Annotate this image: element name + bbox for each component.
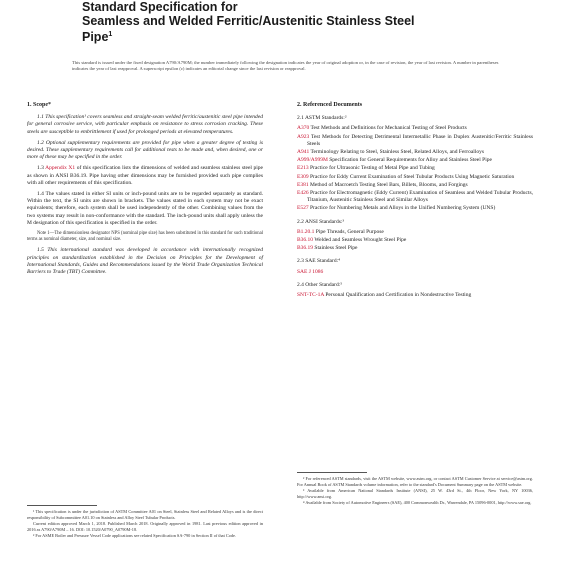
reference-code-link[interactable]: E527	[297, 205, 309, 212]
reference-title: Welded and Seamless Wrought Steel Pipe	[313, 237, 407, 244]
scope-para-1-3-num: 1.3	[37, 165, 44, 172]
scope-para-1-2: 1.2 Optional supplementary requirements are provided for pipe when a greater degree of testing is desired. These supplementary requirements call for additional tests to be made and, when desired, one or more of these may be specified in the order.	[27, 139, 263, 161]
reference-code-link[interactable]: SAE J 1086	[297, 268, 324, 275]
sae-standard-heading: 2.3 SAE Standard:⁴	[297, 258, 341, 265]
title-line-3-text: Pipe	[82, 30, 109, 45]
scope-para-1-3-text: of this specification lists the dimensions of welded and seamless stainless steel pipe as shown in ANSI B36.19. Pipe having other dimensions may be furnished provided such pipe complies with all other requirements of this specification.	[27, 165, 263, 186]
reference-item	[297, 149, 533, 156]
footnote-1-edition: Current edition approved March 1, 2018. Published March 2018. Originally approved in 1981. Last previous edition approved in 2016 as A790/A790M – 16. DOI: 10.1520/A0790_A0790M-18.	[27, 521, 263, 532]
reference-item	[297, 174, 533, 181]
footnote-ansi: ³ Available from American National Standards Institute (ANSI), 25 W. 43rd St., 4th Floor, New York, NY 10036, http://www.ansi.org.	[297, 488, 533, 499]
document-title	[82, 0, 502, 44]
note-1: Note 1—The dimensionless designator NPS (nominal pipe size) has been substituted in this standard for such traditional terms as nominal diameter, size, and nominal size.	[27, 231, 263, 243]
other-standard-heading: 2.4 Other Standard:⁵	[297, 281, 343, 288]
right-column	[297, 102, 533, 300]
footnote-1: ¹ This specification is under the jurisdiction of ASTM Committee A01 on Steel, Stainless Steel and Related Alloys and is the direct responsibility of Subcommittee A01.10 on Stainless and Alloy Steel Tubular Products.	[27, 509, 263, 520]
reference-item	[297, 190, 533, 204]
reference-item	[297, 229, 533, 236]
reference-item	[297, 165, 533, 172]
reference-code-link[interactable]: E426	[297, 190, 309, 197]
astm-standards-heading: 2.1 ASTM Standards:²	[297, 115, 347, 122]
reference-code-link[interactable]: E213	[297, 165, 309, 172]
footnote-astm-website: ² For referenced ASTM standards, visit the ASTM website, www.astm.org, or contact ASTM Customer Service at service@astm.org. For Annual Book of ASTM Standards volume information, refer to the standard's Document Summary page on the ASTM website.	[297, 476, 533, 487]
title-line-1: Standard Specification for	[82, 0, 238, 14]
reference-title: Practice for Numbering Metals and Alloys in the Unified Numbering System (UNS)	[308, 205, 496, 212]
reference-code-link[interactable]: SNT-TC-1A	[297, 292, 324, 299]
reference-title: Test Methods and Definitions for Mechanical Testing of Steel Products	[309, 125, 467, 132]
sae-standards-list	[297, 269, 533, 276]
reference-title: Practice for Eddy Current Examination of Steel Tubular Products Using Magnetic Saturation	[308, 173, 515, 180]
scope-para-1-4: 1.4 The values stated in either SI units or inch-pound units are to be regarded separately as standard. Within the text, the SI units are shown in brackets. The values stated in each system may not be exact equivalents; therefore, each system shall be used independently of the other. Combining values from the two systems may result in non-conformance with the standard. The inch-pound units shall apply unless the M designation of this specification is specified in the order.	[27, 191, 263, 226]
reference-item	[297, 205, 533, 212]
scope-para-1-1: 1.1 This specification¹ covers seamless and straight-seam welded ferritic/austenitic steel pipe intended for general corrosive service, with particular emphasis on resistance to stress corrosion cracking. These steels are susceptible to embrittlement if used for prolonged periods at elevated temperatures.	[27, 114, 263, 135]
reference-item	[297, 237, 533, 244]
title-line-2: Seamless and Welded Ferritic/Austenitic Stainless Steel	[82, 14, 415, 28]
reference-title: Pipe Threads, General Purpose	[314, 228, 384, 235]
reference-item	[297, 134, 533, 148]
left-footnotes	[27, 509, 263, 540]
footnote-sae: ⁴ Available from Society of Automotive Engineers (SAE), 400 Commonwealth Dr., Warrendale, PA 15096-0001, http://www.sae.org.	[303, 500, 532, 506]
reference-item	[297, 245, 533, 252]
reference-code-link[interactable]: A941	[297, 149, 310, 156]
title-line-3	[82, 28, 502, 44]
reference-code-link[interactable]: E309	[297, 173, 309, 180]
reference-code-link[interactable]: A923	[297, 133, 310, 140]
reference-title: Practice for Electromagnetic (Eddy Current) Examination of Seamless and Welded Tubular Products, Titanium, Austenitic Stainless Steel and Similar Alloys	[307, 190, 533, 204]
right-footnotes	[297, 476, 533, 507]
ansi-standards-list	[297, 229, 533, 253]
scope-para-1-3	[27, 165, 263, 187]
other-standards-list	[297, 292, 533, 299]
reference-title: Test Methods for Detecting Detrimental Intermetallic Phase in Duplex Austenitic/Ferritic Stainless Steels	[307, 133, 533, 147]
astm-standards-list	[297, 125, 533, 212]
scope-heading: 1. Scope*	[27, 102, 51, 108]
reference-title: Method of Macroetch Testing Steel Bars, Billets, Blooms, and Forgings	[308, 181, 468, 188]
reference-code-link[interactable]: A370	[297, 125, 310, 132]
reference-title: Specification for General Requirements for Alloy and Stainless Steel Pipe	[327, 157, 492, 164]
appendix-x1-link[interactable]: Appendix X1	[45, 165, 76, 172]
reference-code-link[interactable]: A999/A999M	[297, 157, 328, 164]
reference-item	[297, 269, 533, 276]
referenced-documents-heading: 2. Referenced Documents	[297, 102, 363, 108]
footnote-2-asme: ² For ASME Boiler and Pressure Vessel Code applications see related Specification SA-790 in Section II of that Code.	[33, 533, 237, 539]
reference-title: Personal Qualification and Certification in Nondestructive Testing	[324, 292, 472, 299]
reference-code-link[interactable]: B36.19	[297, 245, 314, 252]
left-footnote-rule	[27, 505, 97, 506]
reference-item	[297, 292, 533, 299]
reference-code-link[interactable]: B1.20.1	[297, 228, 315, 235]
reference-item	[297, 182, 533, 189]
issuance-note: This standard is issued under the fixed designation A790/A790M; the number immediately following the designation indicates the year of original adoption or, in the case of revision, the year of last revision. A number in parentheses indicates the year of last reapproval. A superscript epsilon (ε) indicates an editorial change since the last revision or reapproval.	[72, 60, 499, 71]
left-column	[27, 102, 263, 280]
reference-item	[297, 157, 533, 164]
reference-code-link[interactable]: E381	[297, 181, 309, 188]
reference-item	[297, 125, 533, 132]
reference-title: Stainless Steel Pipe	[313, 245, 358, 252]
reference-title: Practice for Ultrasonic Testing of Metal Pipe and Tubing	[308, 165, 435, 172]
reference-title: Terminology Relating to Steel, Stainless Steel, Related Alloys, and Ferroalloys	[309, 149, 484, 156]
right-footnote-rule	[297, 472, 367, 473]
reference-code-link[interactable]: B36.10	[297, 237, 314, 244]
title-footnote-mark: 1	[108, 31, 113, 38]
ansi-standards-heading: 2.2 ANSI Standards:³	[297, 218, 345, 225]
scope-para-1-5: 1.5 This international standard was developed in accordance with internationally recognized principles on standardization established in the Decision on Principles for the Development of International Standards, Guides and Recommendations issued by the World Trade Organization Technical Barriers to Trade (TBT) Committee.	[27, 247, 263, 276]
